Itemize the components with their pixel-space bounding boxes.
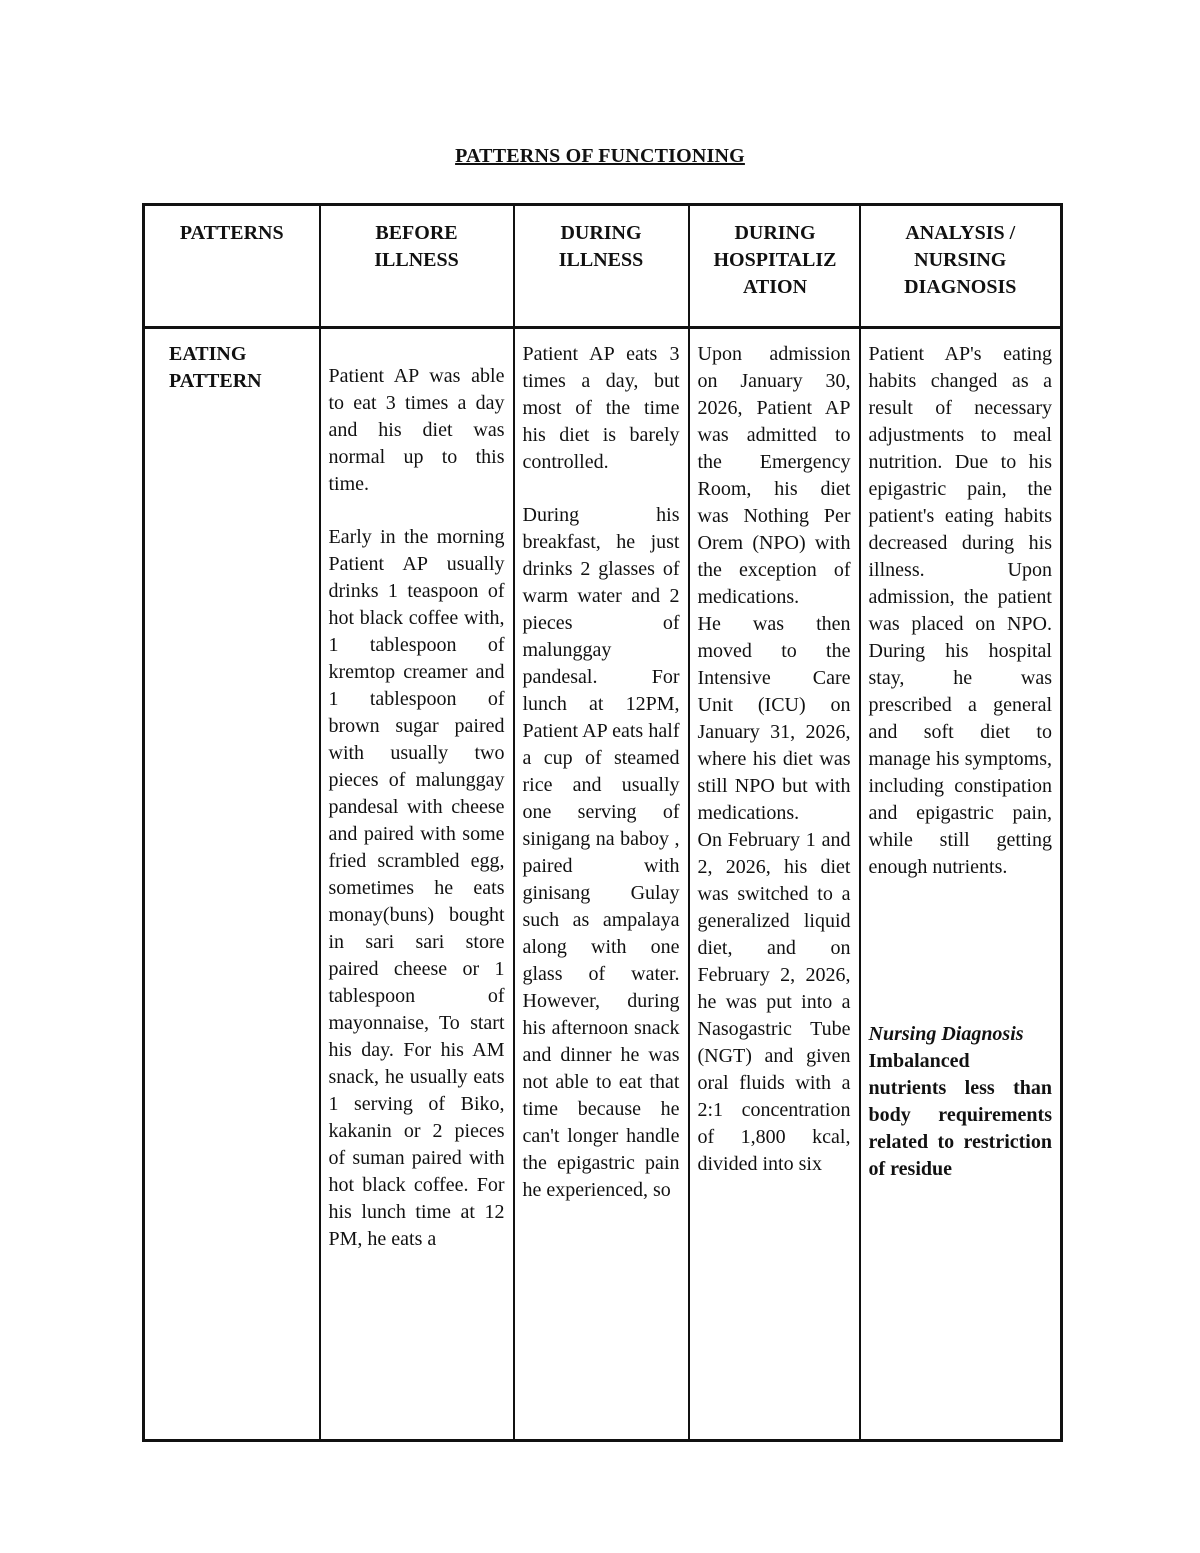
before-illness-paragraph-2: Early in the morning Patient AP usually drinks 1 teaspoon of hot black coffee with, 1 tablespoon of kremtop creamer and 1 tablespoon of brown sugar paired with usually two pieces of malunggay pandesal with cheese and paired with some fried scrambled egg, sometimes he eats monay(buns) bought in sari sari store paired cheese or 1 tablespoon of mayonnaise, To start his day. For his AM snack, he usually eats 1 serving of Biko, kakanin or 2 pieces of suman paired with hot black coffee. For his lunch time at 12 PM, he eats a — [328, 526, 505, 1250]
hospitalization-paragraph-1: Upon admission on January 30, 2026, Patient AP was admitted to the Emergency Room, his diet was Nothing Per Orem (NPO) with the exception of medications. — [697, 343, 851, 608]
document-title: PATTERNS OF FUNCTIONING — [455, 145, 745, 167]
nursing-diagnosis-text: Imbalanced nutrients less than body requirements related to restriction of residue — [868, 1050, 1052, 1180]
pattern-name: EATING PATTERN — [169, 343, 262, 392]
cell-analysis — [860, 328, 1062, 1441]
patterns-table — [142, 203, 1063, 1442]
table-row — [144, 328, 1062, 1441]
header-patterns: PATTERNS — [144, 205, 320, 328]
hospitalization-paragraph-2: He was then moved to the Intensive Care Unit (ICU) on January 31, 2026, where his diet was still NPO but with medications. — [697, 613, 851, 824]
header-before-illness: BEFORE ILLNESS — [320, 205, 514, 328]
hospitalization-paragraph-3: On February 1 and 2, 2026, his diet was switched to a generalized liquid diet, and on February 2, 2026, he was put into a Nasogastric Tube (NGT) and given oral fluids with a 2:1 concentration of 1,800 kcal, divided into six — [697, 829, 851, 1175]
nursing-diagnosis-label: Nursing Diagnosis — [868, 1023, 1024, 1045]
table-header — [144, 205, 1062, 328]
before-illness-paragraph-1: Patient AP was able to eat 3 times a day and his diet was normal up to this time. — [328, 365, 505, 495]
cell-pattern — [144, 328, 320, 1441]
header-during-hospitalization: DURING HOSPITALIZ ATION — [689, 205, 860, 328]
during-illness-paragraph-1: Patient AP eats 3 times a day, but most of the time his diet is barely controlled. — [522, 343, 680, 473]
header-during-illness: DURING ILLNESS — [514, 205, 689, 328]
header-row — [144, 205, 1062, 328]
cell-during-hospitalization — [689, 328, 860, 1441]
cell-during-illness — [514, 328, 689, 1441]
cell-before-illness — [320, 328, 514, 1441]
header-analysis: ANALYSIS / NURSING DIAGNOSIS — [860, 205, 1062, 328]
analysis-paragraph: Patient AP's eating habits changed as a result of necessary adjustments to meal nutrition. Due to his epigastric pain, the patient's eating habits decreased during his illness. Upon admission, the patient was placed on NPO. During his hospital stay, he was prescribed a general and soft diet to manage his symptoms, including constipation and epigastric pain, while still getting enough nutrients. — [868, 343, 1052, 878]
during-illness-paragraph-2: During his breakfast, he just drinks 2 glasses of warm water and 2 pieces of malunggay pandesal. For lunch at 12PM, Patient AP eats half a cup of steamed rice and usually one serving of sinigang na baboy , paired with ginisang Gulay such as ampalaya along with one glass of water. However, during his afternoon snack and dinner he was not able to eat that time because he can't longer handle the epigastric pain he experienced, so — [522, 504, 680, 1201]
